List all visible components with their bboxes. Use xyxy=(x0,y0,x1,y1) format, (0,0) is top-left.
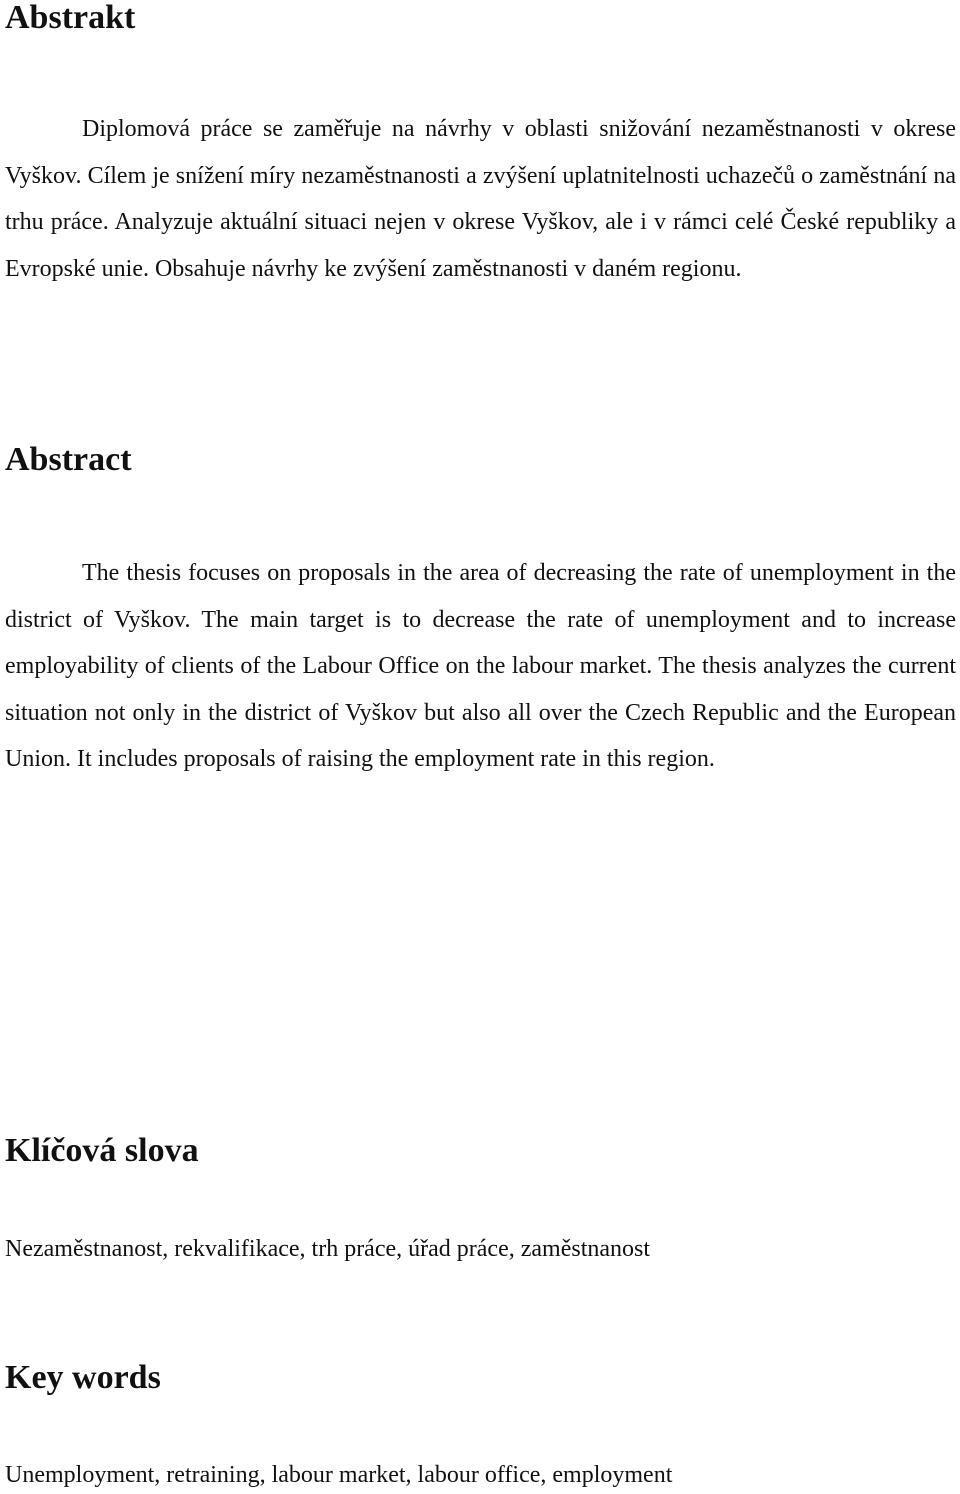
abstract-heading: Abstract xyxy=(5,441,132,478)
abstrakt-paragraph: Diplomová práce se zaměřuje na návrhy v oblasti snižování nezaměstnanosti v okrese Vyškov. Cílem je snížení míry nezaměstnanosti a zvýšení uplatnitelnosti uchazečů o zaměstnání na trhu práce. Analyzuje aktuální situaci nejen v okrese Vyškov, ale i v rámci celé České republiky a Evropské unie. Obsahuje návrhy ke zvýšení zaměstnanosti v daném regionu. xyxy=(5,116,956,282)
klicova-slova-heading: Klíčová slova xyxy=(5,1132,199,1169)
key-words-heading: Key words xyxy=(5,1359,161,1396)
key-words-list: Unemployment, retraining, labour market, labour office, employment xyxy=(5,1462,673,1488)
abstrakt-heading: Abstrakt xyxy=(5,0,136,36)
document-page xyxy=(5,0,956,1494)
klicova-slova-list: Nezaměstnanost, rekvalifikace, trh práce, úřad práce, zaměstnanost xyxy=(5,1236,651,1262)
abstract-paragraph: The thesis focuses on proposals in the area of decreasing the rate of unemployment in the district of Vyškov. The main target is to decrease the rate of unemployment and to increase employability of clients of the Labour Office on the labour market. The thesis analyzes the current situation not only in the district of Vyškov but also all over the Czech Republic and the European Union. It includes proposals of raising the employment rate in this region. xyxy=(5,560,956,772)
